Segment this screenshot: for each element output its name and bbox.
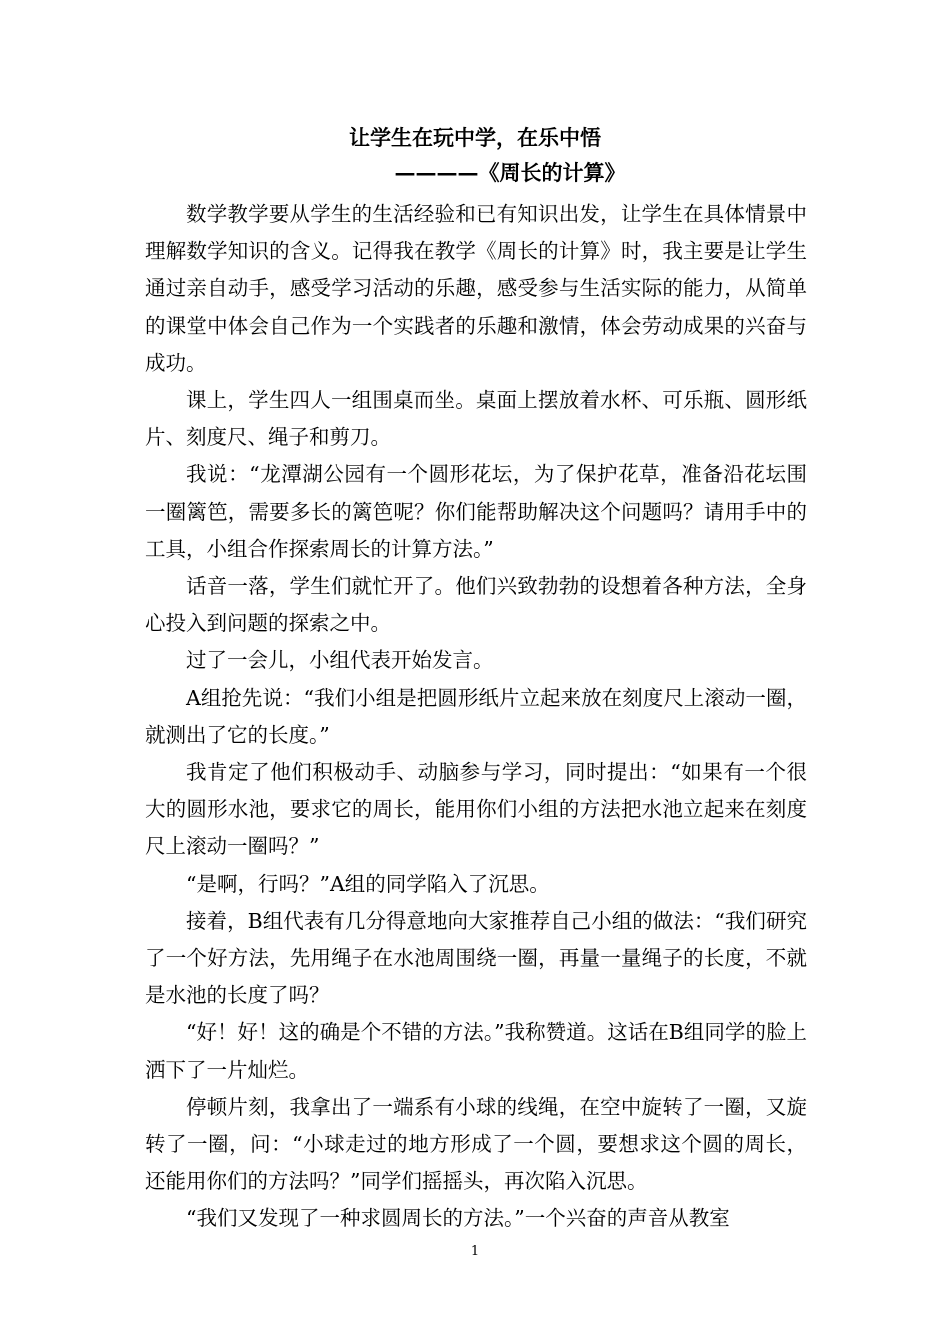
- paragraph: “我们又发现了一种求圆周长的方法。”一个兴奋的声音从教室: [186, 1206, 730, 1231]
- paragraph: 停顿片刻，我拿出了一端系有小球的线绳，在空中旋转了一圈，又旋转了一圈，问：“小球走过的地方形成了一个圆，要想求这个圆的周长，还能用你们的方法吗？”同学们摇摇头，再次陷入沉思。: [145, 1094, 807, 1194]
- paragraph: “好！好！这的确是个不错的方法。”我称赞道。这话在B组同学的脸上洒下了一片灿烂。: [145, 1020, 807, 1082]
- paragraph: 数学教学要从学生的生活经验和已有知识出发，让学生在具体情景中理解数学知识的含义。记得我在教学《周长的计算》时，我主要是让学生通过亲自动手，感受学习活动的乐趣，感受参与生活实际的能力，从简单的课堂中体会自己作为一个实践者的乐趣和激情，体会劳动成果的兴奋与成功。: [145, 202, 807, 375]
- paragraph: 我肯定了他们积极动手、动脑参与学习，同时提出：“如果有一个很大的圆形水池，要求它的周长，能用你们小组的方法把水池立起来在刻度尺上滚动一圈吗？”: [145, 760, 807, 859]
- paragraph: 话音一落，学生们就忙开了。他们兴致勃勃的设想着各种方法，全身心投入到问题的探索之中。: [145, 574, 807, 636]
- document-title: 让学生在玩中学，在乐中悟: [349, 125, 601, 150]
- paragraph: 我说：“龙潭湖公园有一个圆形花坛，为了保护花草，准备沿花坛围一圈篱笆，需要多长的篱笆呢？你们能帮助解决这个问题吗？请用手中的工具，小组合作探索周长的计算方法。”: [145, 462, 807, 561]
- document-subtitle: ————《周长的计算》: [394, 160, 626, 185]
- paragraph: 课上，学生四人一组围桌而坐。桌面上摆放着水杯、可乐瓶、圆形纸片、刻度尺、绳子和剪刀。: [145, 388, 807, 450]
- paragraph: A组抢先说：“我们小组是把圆形纸片立起来放在刻度尺上滚动一圈，就测出了它的长度。”: [145, 685, 807, 747]
- paragraph: 过了一会儿，小组代表开始发言。: [186, 648, 494, 673]
- paragraph: “是啊，行吗？”A组的同学陷入了沉思。: [186, 871, 550, 896]
- paragraph: 接着，B组代表有几分得意地向大家推荐自己小组的做法：“我们研究了一个好方法，先用绳子在水池周围绕一圈，再量一量绳子的长度，不就是水池的长度了吗？: [145, 908, 807, 1008]
- document-body: [145, 196, 807, 1238]
- page-number: 1: [470, 1244, 480, 1259]
